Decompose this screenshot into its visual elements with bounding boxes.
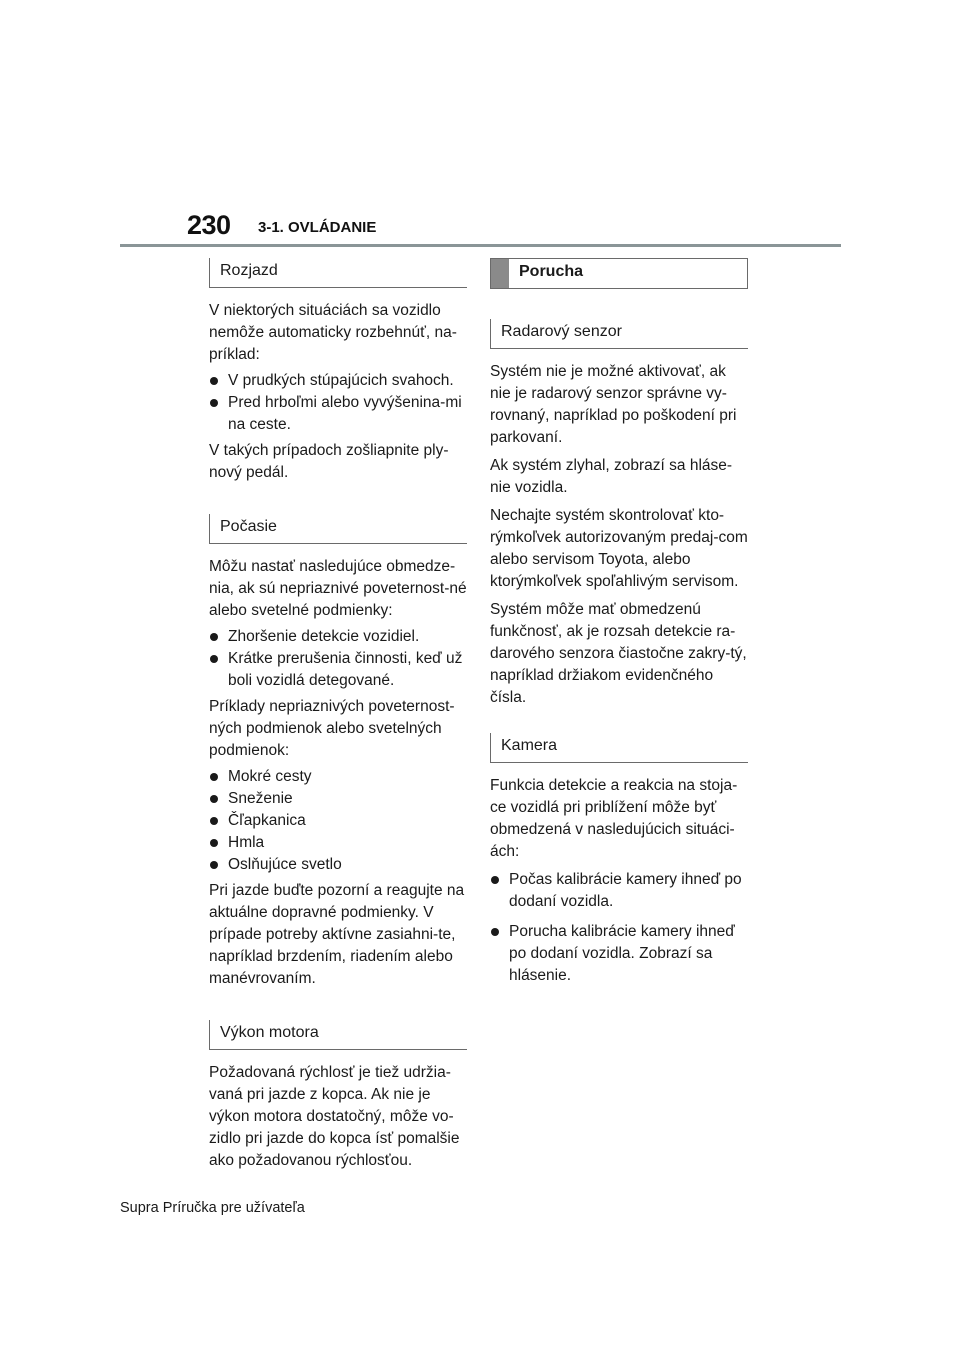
rozjazd-outro: V takých prípadoch zošliapnite ply-nový pedál. [209, 442, 449, 481]
heading-kamera: Kamera [490, 733, 748, 763]
rozjazd-bullets [209, 370, 467, 436]
bullet-icon [210, 795, 218, 803]
pocasie-bullets-2 [209, 766, 467, 876]
bullet-icon [210, 773, 218, 781]
bullet-icon [210, 655, 218, 663]
heading-radarovy-senzor: Radarový senzor [490, 319, 748, 349]
list-item: V prudkých stúpajúcich svahoch. [209, 370, 467, 392]
bullet-icon [491, 928, 499, 936]
list-item: Porucha kalibrácie kamery ihneď po dodaní vozidla. Zobrazí sa hlásenie. [490, 921, 748, 987]
section-title: 3-1. OVLÁDANIE [258, 219, 377, 236]
bullet-icon [210, 633, 218, 641]
list-item: Krátke prerušenia činnosti, keď už boli vozidlá detegované. [209, 648, 467, 692]
pocasie-intro: Môžu nastať nasledujúce obmedze-nia, ak sú nepriaznivé poveternost-né alebo svetelné podmienky: [209, 558, 467, 619]
bullet-icon [210, 817, 218, 825]
bullet-icon [210, 399, 218, 407]
list-item: Hmla [209, 832, 467, 854]
radar-p1: Systém nie je možné aktivovať, ak nie je radarový senzor správne vy-rovnaný, napríklad po poškodení pri parkovaní. [490, 363, 737, 446]
radar-p4: Systém môže mať obmedzenú funkčnosť, ak je rozsah detekcie ra-darového senzora čiastočne zakry-tý, napríklad držiakom evidenčného čísla. [490, 601, 747, 706]
list-item: Oslňujúce svetlo [209, 854, 467, 876]
heading-pocasie: Počasie [209, 514, 467, 544]
vykon-text: Požadovaná rýchlosť je tiež udržia-vaná pri jazde z kopca. Ak nie je výkon motora dostatočný, môže vo-zidlo pri jazde do kopca ísť pomalšie ako požadovanou rýchlosťou. [209, 1064, 460, 1169]
pocasie-mid: Príklady nepriaznivých poveternost-ných podmienok alebo svetelných podmienok: [209, 698, 455, 759]
pocasie-bullets-1 [209, 626, 467, 692]
radar-p3: Nechajte systém skontrolovať kto-rýmkoľvek autorizovaným predaj-com alebo servisom Toyota, alebo ktorýmkoľvek spoľahlivým servisom. [490, 507, 748, 590]
footer-text: Supra Príručka pre užívateľa [120, 1200, 305, 1216]
right-column [490, 258, 748, 995]
heading-rozjazd: Rozjazd [209, 258, 467, 288]
header-rule [120, 244, 841, 247]
left-column [209, 258, 467, 1176]
heading-vykon-motora: Výkon motora [209, 1020, 467, 1050]
list-item: Zhoršenie detekcie vozidiel. [209, 626, 467, 648]
bullet-icon [210, 377, 218, 385]
bullet-icon [210, 861, 218, 869]
heading-porucha: Porucha [490, 258, 748, 289]
list-item: Pred hrboľmi alebo vyvýšenina-mi na ceste. [209, 392, 467, 436]
kamera-intro: Funkcia detekcie a reakcia na stoja-ce vozidlá pri priblížení môže byť obmedzená v nasledujúcich situáci-ách: [490, 777, 738, 860]
section-marker [491, 259, 509, 288]
list-item: Sneženie [209, 788, 467, 810]
rozjazd-intro: V niektorých situáciách sa vozidlo nemôže automaticky rozbehnúť, na-príklad: [209, 302, 457, 363]
bullet-icon [491, 876, 499, 884]
kamera-bullets [490, 869, 748, 987]
bullet-icon [210, 839, 218, 847]
pocasie-outro: Pri jazde buďte pozorní a reagujte na aktuálne dopravné podmienky. V prípade potreby aktívne zasiahni-te, napríklad brzdením, riadením alebo manévrovaním. [209, 882, 465, 987]
list-item: Mokré cesty [209, 766, 467, 788]
list-item: Čľapkanica [209, 810, 467, 832]
page-number: 230 [187, 210, 231, 240]
radar-p2: Ak systém zlyhal, zobrazí sa hláse-nie vozidla. [490, 457, 733, 496]
list-item: Počas kalibrácie kamery ihneď po dodaní vozidla. [490, 869, 748, 913]
